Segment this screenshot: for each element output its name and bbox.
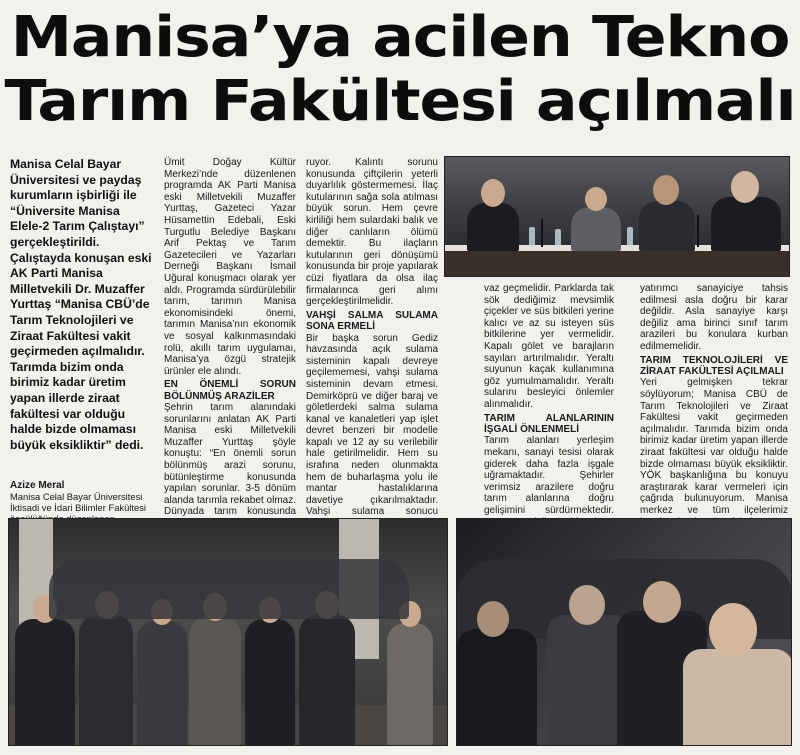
photo-caption: Manisa Celal Bayar Üniversitesi İktisadi ve İdari Bilimler Fakültesi bbox=[10, 491, 146, 514]
speaker-1 bbox=[467, 203, 519, 251]
audience-member bbox=[683, 649, 792, 746]
speaker-4 bbox=[711, 197, 781, 251]
audience-member-head bbox=[643, 581, 681, 623]
lead-paragraph: Manisa Celal Bayar Üniversitesi ve paydaş kurumların işbirliği ile “Üniversite Manisa Elele-2 Tarım Çalıştayı” gerçekleştirildi. Çalıştayda konuşan eski AK Parti Manisa Milletvekili Dr. Muzaffer Yurttaş “Manisa CBÜ’de Tarım Teknolojileri ve Ziraat Fakültesi vakit geçirmeden açılmalıdır. Tarımda bizim onda birimiz kadar üretim yapan illerde ziraat fakültesi var olduğu halde bizde olmaması büyük eksikliktir” dedi. bbox=[10, 157, 152, 452]
speaker-3-head bbox=[653, 175, 679, 205]
person bbox=[299, 615, 355, 745]
person bbox=[245, 619, 295, 745]
byline: Azize Meral bbox=[10, 480, 65, 491]
article-paragraph: Ümit Doğay Kültür Merkezi’nde düzenlenen programda AK Parti Manisa eski Milletvekili Muzaffer Yurttaş, Gazeteci Yazar Hüsamettin Edebali, Eski Turgutlu Belediye Başkanı Arif Pektaş ve Tarım Gazetecileri ve Yazarları Derneği Başkanı İsmail Uğural konuşmacı olarak yer aldı. Programda sürdürülebilir tarım, tarımın Manisa ekonomisindeki önemi, tarımın Manisa’nın ekonomik ve sosyal kalkınmasındaki rolü, akıllı tarım uygulamaı, Manisa’ya özgü stratejik ürünler ele alındı. bbox=[164, 157, 296, 377]
article-paragraph: Yeri gelmişken tekrar söylüyorum; Manisa CBÜ de Tarım Teknolojileri ve Ziraat Fakültesi vakit geçirmeden açılmalıdır. Tarımda bizim onda birimiz kadar üretim yapan illerde ziraat fakültesi var olduğu halde bizde olmaması büyük eksikliktir. YÖK başkanlığına bu konuyu araştırarak karar vermeleri için çağrıda bulunuyorum. Manisa merkez ve tüm ilçelerimiz bbox=[640, 377, 788, 516]
headline-line-1: Manisa’ya acilen Tekno bbox=[10, 5, 790, 70]
back-row-crowd bbox=[49, 559, 409, 619]
headline bbox=[0, 6, 800, 134]
article-paragraph: Bir başka sorun Gediz havzasında açık sulama sisteminin kapalı devreye geçilememesi, vahşi sulama sisteminin devam etmesi. Demirköprü ve diğer baraj ve göletlerdeki salma sulama kanal ve kanaletleri yap işlet devret benzeri bir modelle kapalı ve 12 ay su verilebilir hale getirilmelidir. Hem su israfına neden olunmakta hem de buharlaşma yolu ile mantar hastalıklarına davetiye çıkarılmaktadır. Vahşi sulama sonucu bbox=[306, 332, 438, 518]
water-bottle bbox=[555, 229, 561, 247]
article-paragraph: Tarım alanları yerleşim mekanı, sanayi tesisi olarak giderek daha fazla işgale uğramaktadır. Şehirler verimsiz arazilere doğru tarım alanlarına doğru gelişimini sürdürmektedir. bbox=[484, 435, 614, 516]
microphone bbox=[541, 219, 543, 247]
panel-table bbox=[445, 249, 790, 277]
speaker-2 bbox=[571, 207, 621, 251]
article-paragraph: vaz geçmelidir. Parklarda tak sök dediğimiz mevsimlik çiçekler ve süs bitkileri yerine kalıcı ve az su isteyen süs bitkilerine yer vermelidir. Kapalı gölet ve barajların sayıları artırılmalıdır. Yeraltı suyunun kaçak kullanımına göz yumulmamalıdır. Yeraltı sularını besleyici önlemler alınmalıdır. bbox=[484, 283, 614, 410]
article-paragraph: yatırımcı sanayiciye tahsis edilmesi asla doğru bir karar değildir. Asla sanayiye karşı değiliz ama birinci sınıf tarım arazileri bu konulara kurban edilmemelidir. bbox=[640, 283, 788, 352]
section-heading: EN ÖNEMLİ SORUN BÖLÜNMÜŞ ARAZİLER bbox=[164, 379, 296, 402]
section-heading: TARIM ALANLARININ İŞGALİ ÖNLENMELİ bbox=[484, 412, 614, 435]
section-heading: VAHŞİ SALMA SULAMA SONA ERMELİ bbox=[306, 309, 438, 333]
audience-photo bbox=[456, 518, 792, 746]
headline-line-2: Tarım Fakültesi açılmalı bbox=[4, 69, 796, 134]
person bbox=[15, 619, 75, 745]
water-bottle bbox=[627, 227, 633, 247]
audience-member bbox=[457, 629, 537, 746]
panel-speakers-photo bbox=[444, 156, 790, 277]
person bbox=[137, 621, 187, 745]
person bbox=[79, 615, 133, 745]
speaker-1-head bbox=[481, 179, 505, 207]
audience-member-head bbox=[569, 585, 605, 625]
speaker-2-head bbox=[585, 187, 607, 211]
person bbox=[189, 617, 241, 745]
section-heading: TARIM TEKNOLOJİLERİ VE ZİRAAT FAKÜLTESİ AÇILMALI bbox=[640, 354, 788, 377]
article-paragraph: ruyor. Kalıntı sorunu konusunda çiftçilerin yeterli duyarlılık göstermemesi. İlaç kutularının sağa sola atılması büyük sorun. Hem çevre kirliliği hem sulardaki balık ve diğer canlıların ölümü demektir. Bu ilaçların kutularının geri dönüşümü konusunda bir proje yapılarak cüzi fiyatlara da olsa ilaç firmalarınca geri alımı gerçekleştirilmelidir. bbox=[306, 157, 438, 308]
audience-member-head bbox=[477, 601, 509, 637]
microphone bbox=[697, 215, 699, 247]
speaker-3 bbox=[639, 201, 695, 251]
water-bottle bbox=[529, 227, 535, 247]
group-photo bbox=[8, 518, 448, 746]
person bbox=[387, 623, 433, 745]
speaker-4-head bbox=[731, 171, 759, 203]
article-paragraph: Şehrin tarım alanındaki sorunlarını anlatan AK Parti Manisa eski Milletvekili Muzaffer Yurttaş şöyle konuştu: “En önemli sorun bölünmüş arazi sorunu, bütünleştirme konusunda yapılan sorunlar. 3-5 dönüm alanda tarımla rekabet olmaz. Dünyada tarım konusunda bbox=[164, 402, 296, 518]
audience-member-head bbox=[709, 603, 757, 657]
